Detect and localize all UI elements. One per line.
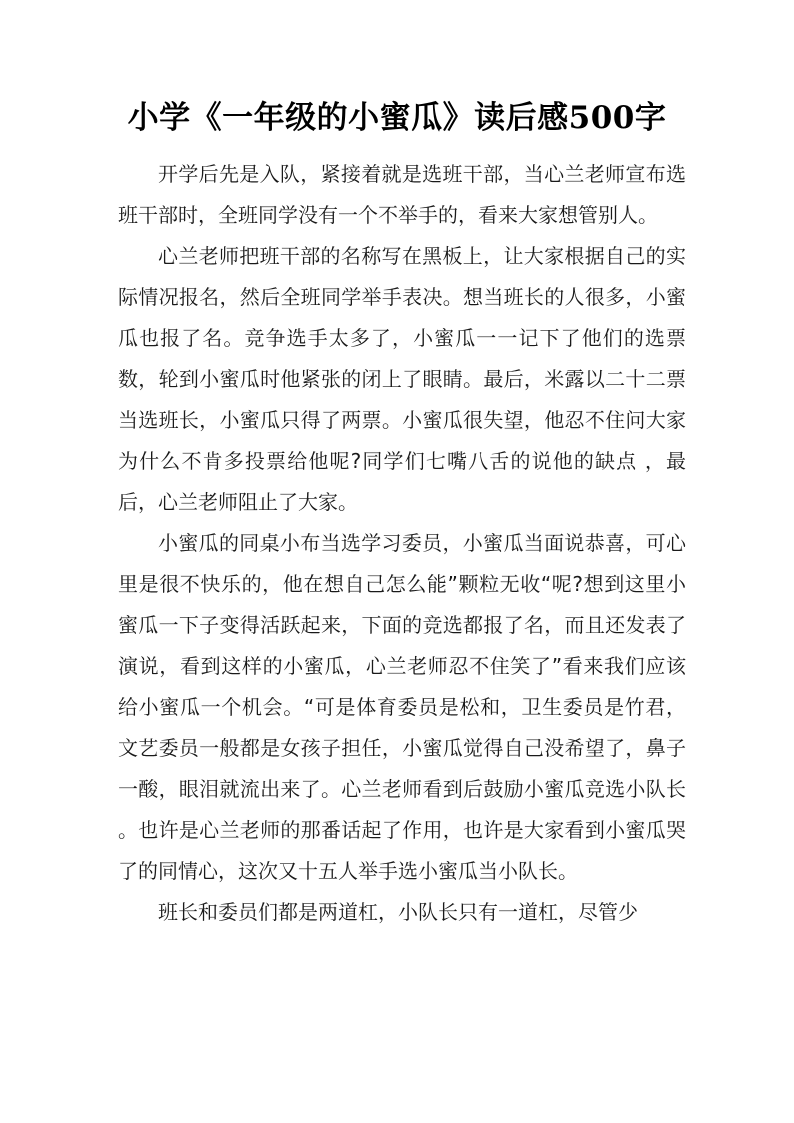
- document-body: [118, 154, 686, 933]
- paragraph: 班长和委员们都是两道杠，小队长只有一道杠，尽管少: [158, 900, 638, 924]
- paragraph: 小蜜瓜的同桌小布当选学习委员，小蜜瓜当面说恭喜，可心里是很不快乐的，他在想自己怎么能”颗粒无收“呢?想到这里小蜜瓜一下子变得活跃起来，下面的竞选都报了名，而且还发表了演说，看到这样的小蜜瓜，心兰老师忍不住笑了”看来我们应该给小蜜瓜一个机会。“可是体育委员是松和，卫生委员是竹君，文艺委员一般都是女孩子担任，小蜜瓜觉得自己没希望了，鼻子一酸，眼泪就流出来了。心兰老师看到后鼓励小蜜瓜竞选小队长 。也许是心兰老师的那番话起了作用，也许是大家看到小蜜瓜哭了的同情心，这次又十五人举手选小蜜瓜当小队长。: [118, 531, 686, 883]
- paragraph: 开学后先是入队，紧接着就是选班干部，当心兰老师宣布选班干部时，全班同学没有一个不举手的，看来大家想管别人。: [118, 162, 686, 227]
- document-title: 小学《一年级的小蜜瓜》读后感500字: [127, 100, 667, 136]
- paragraph: 心兰老师把班干部的名称写在黑板上，让大家根据自己的实际情况报名，然后全班同学举手表决。想当班长的人很多，小蜜瓜也报了名。竞争选手太多了，小蜜瓜一一记下了他们的选票数，轮到小蜜瓜时他紧张的闭上了眼睛。最后，米露以二十二票当选班长，小蜜瓜只得了两票。小蜜瓜很失望，他忍不住问大家为什么不肯多投票给他呢?同学们七嘴八舌的说他的缺点 ，最后，心兰老师阻止了大家。: [118, 244, 686, 514]
